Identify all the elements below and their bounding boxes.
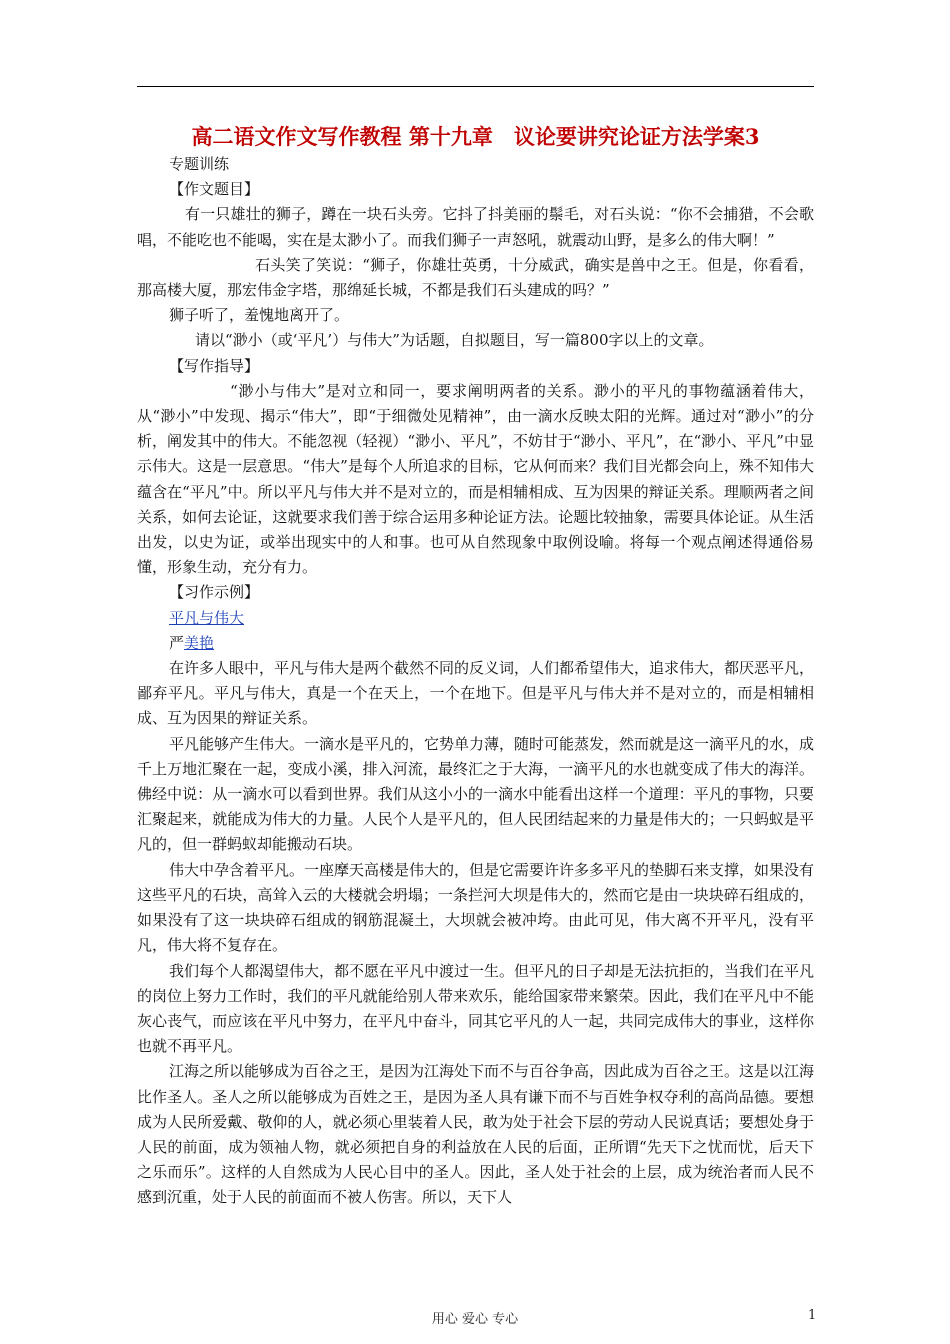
essay-author-row xyxy=(137,631,814,656)
page-number: 1 xyxy=(808,1308,817,1323)
example-heading: 【习作示例】 xyxy=(169,583,260,602)
footer-motto: 用心 爱心 专心 xyxy=(431,1312,519,1327)
author-prefix: 严 xyxy=(169,633,185,652)
header-rule xyxy=(137,86,814,87)
essay-title-row xyxy=(137,606,814,631)
essay-paragraph: 平凡能够产生伟大。一滴水是平凡的，它势单力薄，随时可能蒸发，然而就是这一滴平凡的水，成千上万地汇聚在一起，变成小溪，排入河流，最终汇之于大海，一滴平凡的水也就变成了伟大的海洋。佛经中说：从一滴水可以看到世界。我们从这小小的一滴水中能看出这样一个道理：平凡的事物，只要汇聚起来，就能成为伟大的力量。人民个人是平凡的，但人民团结起来的力量是伟大的；一只蚂蚁是平凡的，但一群蚂蚁却能搬动石块。 xyxy=(137,734,815,854)
essay-title-link[interactable]: 平凡与伟大 xyxy=(169,608,245,627)
document-body xyxy=(137,152,814,1211)
essay-paragraph: 江海之所以能够成为百谷之王，是因为江海处下而不与百谷争高，因此成为百谷之王。这是以江海比作圣人。圣人之所以能够成为百姓之王，是因为圣人具有谦下而不与百姓争权夺利的高尚品德。要想成为人民所爱戴、敬仰的人，就必须心里装着人民，敢为处于社会下层的劳动人民说真话；要想处身于人民的前面，成为领袖人物，就必须把自身的利益放在人民的后面，正所谓“先天下之忧而忧，后天下之乐而乐”。这样的人自然成为人民心目中的圣人。因此，圣人处于社会的上层，成为统治者而人民不感到沉重，处于人民的前面而不被人伤害。所以，天下人 xyxy=(137,1062,815,1207)
document-title: 高二语文作文写作教程 第十九章 议论要讲究论证方法学案3 xyxy=(191,124,760,149)
topic-heading: 【作文题目】 xyxy=(169,180,260,199)
topic-paragraph: 狮子听了，羞愧地离开了。 xyxy=(169,306,350,325)
topic-prompt: 请以“渺小（或‘平凡’）与伟大”为话题，自拟题目，写一篇800字以上的文章。 xyxy=(195,331,714,350)
topic-paragraph: 有一只雄壮的狮子，蹲在一块石头旁。它抖了抖美丽的鬃毛，对石头说：“你不会捕猎，不会歌唱，不能吃也不能喝，实在是太渺小了。而我们狮子一声怒吼，就震动山野，是多么的伟大啊！” xyxy=(137,205,814,249)
essay-paragraph: 我们每个人都渴望伟大，都不愿在平凡中渡过一生。但平凡的日子却是无法抗拒的，当我们在平凡的岗位上努力工作时，我们的平凡就能给别人带来欢乐，能给国家带来繁荣。因此，我们在平凡中不能灰心丧气，而应该在平凡中努力，在平凡中奋斗，同其它平凡的人一起，共同完成伟大的事业，这样你也就不再平凡。 xyxy=(137,961,815,1056)
essay-paragraph: 伟大中孕含着平凡。一座摩天高楼是伟大的，但是它需要许许多多平凡的垫脚石来支撑，如果没有这些平凡的石块，高耸入云的大楼就会坍塌；一条拦河大坝是伟大的，然而它是由一块块碎石组成的，如果没有了这一块块碎石组成的钢筋混凝土，大坝就会被冲垮。由此可见，伟大离不开平凡，没有平凡，伟大将不复存在。 xyxy=(137,860,815,955)
topic-paragraph: 石头笑了笑说：“狮子，你雄壮英勇，十分威武，确实是兽中之王。但是，你看看，那高楼大厦，那宏伟金字塔，那绵延长城，不都是我们石头建成的吗？” xyxy=(137,255,814,300)
guide-heading: 【写作指导】 xyxy=(169,356,260,375)
section-label: 专题训练 xyxy=(169,155,230,173)
author-name-link[interactable]: 美艳 xyxy=(184,633,215,652)
essay-paragraph: 在许多人眼中，平凡与伟大是两个截然不同的反义词，人们都希望伟大，追求伟大，都厌恶平凡，鄙弃平凡。平凡与伟大，真是一个在天上，一个在地下。但是平凡与伟大并不是对立的，而是相辅相成、互为因果的辩证关系。 xyxy=(137,659,815,728)
guide-paragraph: “渺小与伟大”是对立和同一，要求阐明两者的关系。渺小的平凡的事物蕴涵着伟大，从“渺小”中发现、揭示“伟大”，即“于细微处见精神”，由一滴水反映太阳的光辉。通过对“渺小”的分析，阐发其中的伟大。不能忽视（轻视）“渺小、平凡”，不妨甘于“渺小、平凡”，在“渺小、平凡”中显示伟大。这是一层意思。“伟大”是每个人所追求的目标，它从何而来？我们目光都会向上，殊不知伟大蕴含在“平凡”中。所以平凡与伟大并不是对立的，而是相辅相成、互为因果的辩证关系。理顺两者之间关系，如何去论证，这就要求我们善于综合运用多种论证方法。论题比较抽象，需要具体论证。从生活出发，以史为证，或举出现实中的人和事。也可从自然现象中取例设喻。将每一个观点阐述得通俗易懂，形象生动，充分有力。 xyxy=(137,381,814,577)
